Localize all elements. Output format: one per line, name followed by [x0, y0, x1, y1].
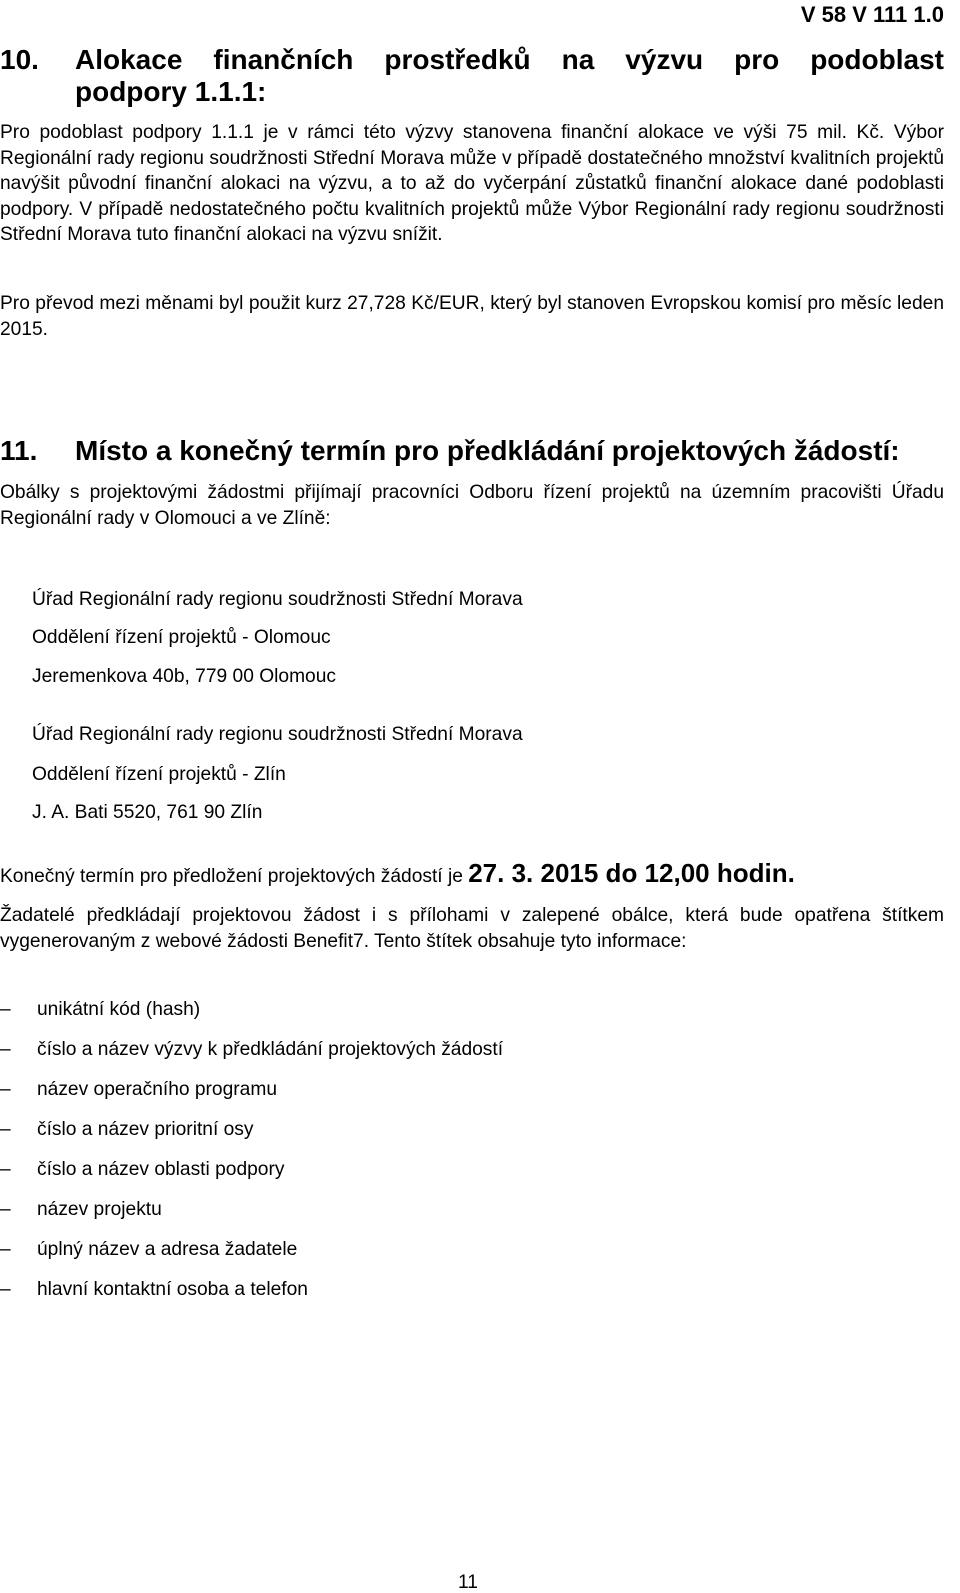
title-word: Alokace — [75, 44, 183, 75]
title-word: výzvu — [625, 44, 704, 75]
dash-icon: – — [0, 1079, 11, 1100]
list-item — [0, 1277, 308, 1302]
page-number: 11 — [458, 1572, 478, 1593]
section-10-title-line1 — [75, 44, 944, 76]
dash-icon: – — [0, 1039, 11, 1060]
section-11-heading — [0, 434, 944, 468]
deadline-line — [0, 856, 795, 894]
list-item — [0, 997, 200, 1022]
dash-icon: – — [0, 1279, 11, 1300]
list-item-text: číslo a název oblasti podpory — [37, 1159, 285, 1180]
list-item-text: hlavní kontaktní osoba a telefon — [37, 1279, 308, 1300]
dash-icon: – — [0, 1159, 11, 1180]
address-olomouc-line1: Úřad Regionální rady regionu soudržnosti Střední Morava — [32, 589, 523, 610]
title-word: podoblast — [810, 44, 944, 75]
section-11-title: Místo a konečný termín pro předkládání projektových žádostí: — [75, 435, 900, 466]
address-zlin-line3: J. A. Bati 5520, 761 90 Zlín — [32, 802, 263, 823]
title-word: finančních — [213, 44, 354, 75]
list-item — [0, 1117, 254, 1142]
dash-icon: – — [0, 1239, 11, 1260]
title-word: na — [561, 44, 595, 75]
allocation-paragraph: Pro podoblast podpory 1.1.1 je v rámci této výzvy stanovena finanční alokace ve výši 75 mil. Kč. Výbor Regionální rady regionu soudržnosti Střední Morava může v případě dostatečného množství kvalitních projektů navýšit původní finanční alokaci na výzvu, a to až do vyčerpání zůstatků finanční alokace dané podoblasti podpory. V případě nedostatečného počtu kvalitních projektů může Výbor Regionální rady regionu soudržnosti Střední Morava tuto finanční alokaci na výzvu snížit. — [0, 122, 944, 245]
list-item-text: číslo a název prioritní osy — [37, 1119, 254, 1140]
list-item-text: název projektu — [37, 1199, 162, 1220]
deadline-suffix: . — [787, 858, 795, 888]
title-word: pro — [734, 44, 780, 75]
list-item-text: unikátní kód (hash) — [37, 999, 201, 1020]
address-zlin-line2: Oddělení řízení projektů - Zlín — [32, 764, 286, 785]
deadline-prefix: Konečný termín pro předložení projektových žádostí je — [0, 866, 469, 887]
address-olomouc-line3: Jeremenkova 40b, 779 00 Olomouc — [32, 666, 336, 687]
label-info-paragraph: Žadatelé předkládají projektovou žádost i s přílohami v zalepené obálce, která bude opatřena štítkem vygenerovaným z webové žádosti Benefit7. Tento štítek obsahuje tyto informace: — [0, 905, 944, 952]
section-10-heading — [0, 44, 944, 108]
title-word: prostředků — [384, 44, 531, 75]
list-item — [0, 1077, 277, 1102]
list-item — [0, 1037, 503, 1062]
list-item — [0, 1197, 162, 1222]
section-10-title — [75, 44, 944, 108]
list-item — [0, 1157, 284, 1182]
dash-icon: – — [0, 999, 11, 1020]
list-item-text: úplný název a adresa žadatele — [37, 1239, 298, 1260]
list-item-text: název operačního programu — [37, 1079, 277, 1100]
list-item-text: číslo a název výzvy k předkládání projektových žádostí — [37, 1039, 504, 1060]
section-10-number: 10. — [0, 44, 39, 75]
section-10-title-line2: podpory 1.1.1: — [75, 76, 267, 107]
list-item — [0, 1237, 297, 1262]
deadline-value: 27. 3. 2015 do 12,00 hodin — [468, 858, 788, 888]
address-olomouc-line2: Oddělení řízení projektů - Olomouc — [32, 627, 331, 648]
submission-intro-paragraph: Obálky s projektovými žádostmi přijímají pracovníci Odboru řízení projektů na územním pracovišti Úřadu Regionální rady v Olomouci a ve Zlíně: — [0, 482, 944, 529]
dash-icon: – — [0, 1199, 11, 1220]
exchange-rate-paragraph: Pro převod mezi měnami byl použit kurz 27,728 Kč/EUR, který byl stanoven Evropskou komisí pro měsíc leden 2015. — [0, 293, 944, 340]
address-zlin-line1: Úřad Regionální rady regionu soudržnosti Střední Morava — [32, 724, 523, 745]
section-11-number: 11. — [0, 435, 38, 466]
version-label: V 58 V 111 1.0 — [800, 2, 944, 27]
dash-icon: – — [0, 1119, 11, 1140]
